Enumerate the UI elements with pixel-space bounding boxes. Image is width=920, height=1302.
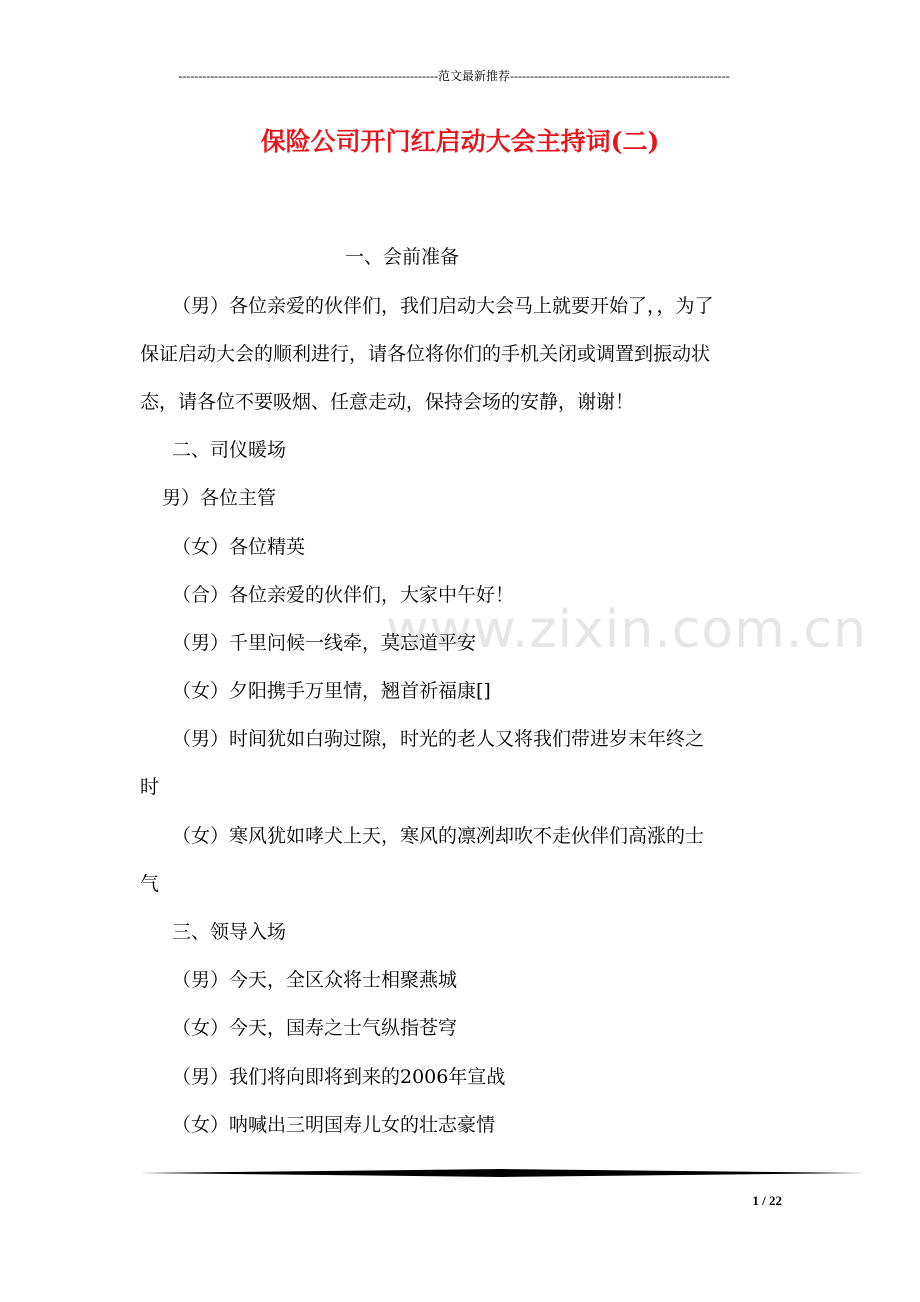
paragraph-line: （男）各位亲爱的伙伴们，我们启动大会马上就要开始了，，为了: [172, 295, 714, 317]
section-heading: 一、会前准备: [345, 246, 460, 268]
paragraph-line: （男）我们将向即将到来的2006年宣战: [172, 1066, 506, 1088]
paragraph-line: （女）呐喊出三明国寿儿女的壮志豪情: [172, 1114, 496, 1136]
section-heading: 三、领导入场: [172, 921, 287, 943]
paragraph-line: （男）今天，全区众将士相聚燕城: [172, 969, 458, 991]
paragraph-line: （男）时间犹如白驹过隙，时光的老人又将我们带进岁末年终之: [172, 728, 705, 750]
paragraph-line: （女）各位精英: [172, 536, 306, 558]
document-title: 保险公司开门红启动大会主持词(二): [260, 127, 660, 156]
paragraph-line: 气: [140, 873, 160, 895]
paragraph-line: 男）各位主管: [162, 487, 277, 509]
paragraph-line: （女）今天，国寿之士气纵指苍穹: [172, 1017, 458, 1039]
page-number: 1 / 22: [752, 1193, 782, 1208]
header-line: -----------------------------------------------------------------范文最新推荐-------------------------------------------------------: [178, 69, 730, 83]
paragraph-line: （女）夕阳携手万里情，翘首祈福康[]: [172, 680, 491, 702]
footer-divider: [140, 1168, 864, 1178]
paragraph-line: （合）各位亲爱的伙伴们，大家中午好！: [172, 584, 515, 606]
paragraph-line: 态，请各位不要吸烟、任意走动，保持会场的安静，谢谢！: [140, 391, 635, 413]
watermark: www.zixin.com.cn: [386, 600, 867, 660]
paragraph-line: 保证启动大会的顺利进行，请各位将你们的手机关闭或调置到振动状: [140, 343, 711, 365]
section-heading: 二、司仪暖场: [172, 439, 287, 461]
paragraph-line: （男）千里问候一线牵，莫忘道平安: [172, 632, 477, 654]
paragraph-line: （女）寒风犹如哮犬上天，寒风的凛冽却吹不走伙伴们高涨的士: [172, 825, 705, 847]
paragraph-line: 时: [140, 776, 160, 798]
